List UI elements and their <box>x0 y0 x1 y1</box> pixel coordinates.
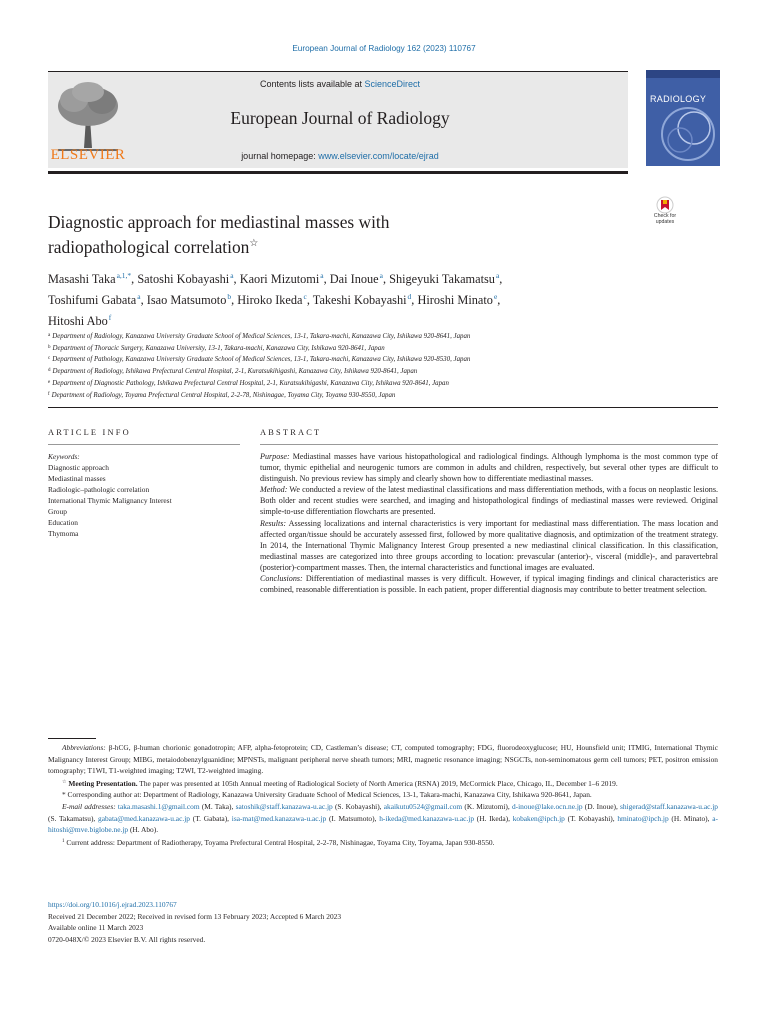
affiliation-item <box>48 331 718 343</box>
author <box>48 293 147 307</box>
author-affiliation-mark[interactable]: a,1,* <box>116 271 132 280</box>
author <box>330 272 389 286</box>
author-separator: , <box>233 272 240 286</box>
author-affiliation-mark[interactable]: b <box>227 292 232 301</box>
email-owner: (H. Minato), <box>668 813 713 823</box>
author-separator: , <box>499 272 503 286</box>
email-owner: (S. Kobayashi), <box>332 801 384 811</box>
keywords-block <box>48 451 240 539</box>
author-name[interactable]: Hiroko Ikeda <box>237 293 303 307</box>
email-owner: (K. Mizutomi), <box>462 801 512 811</box>
corresponding-note <box>48 789 718 801</box>
author-affiliation-mark[interactable]: a <box>320 271 324 280</box>
journal-cover-thumbnail[interactable] <box>646 70 720 166</box>
author-name[interactable]: Toshifumi Gabata <box>48 293 137 307</box>
email-link[interactable]: taka.masashi.1@gmail.com <box>117 801 200 811</box>
author-affiliation-mark[interactable]: e <box>493 292 498 301</box>
abbreviations-note <box>48 742 718 777</box>
affiliation-list <box>48 331 718 401</box>
author <box>137 272 239 286</box>
abstract-section-label: Conclusions: <box>260 574 303 584</box>
keyword-item: Radiologic–pathologic correlation <box>48 485 150 494</box>
author-affiliation-mark[interactable]: a <box>379 271 383 280</box>
affiliation-text: Department of Thoracic Surgery, Kanazawa University, 13-1, Takara-machi, Kanazawa City, Ishikawa 920-8641, Japan <box>52 344 385 352</box>
author-name[interactable]: Dai Inoue <box>329 272 379 286</box>
email-owner: (D. Inoue), <box>582 801 620 811</box>
homepage-link[interactable]: www.elsevier.com/locate/ejrad <box>318 151 439 161</box>
bookmark-icon <box>647 196 683 214</box>
author-separator: , <box>306 293 313 307</box>
email-note <box>48 801 718 836</box>
meeting-text: The paper was presented at 105th Annual meeting of Radiological Society of North America (RSNA) 2019, McCormick Place, Chicago, IL, December 1–6 2019. <box>137 778 618 788</box>
abstract-heading: ABSTRACT <box>260 428 322 437</box>
author-separator: , <box>497 293 501 307</box>
abstract-section-text: Assessing localizations and internal characteristics is very important for mediastinal mass differentiation. The mass location and affected organ/tissue should be accurately assessed first, followed by more qualitative diagnosis, and optimization of the treatment strategy. In 2014, the International Thymic Malignancy Interest Group presented a new mediastinal clinical classification. In this classification, mediastinal masses are categorized into three groups according to location: prevascular (anterior)-, visceral (middle)-, and paravertebral (posterior)-compartment masses. Then, the internal characteristics and functional images are evaluated. <box>260 518 718 572</box>
author <box>389 272 502 286</box>
affiliation-mark: b <box>48 344 51 350</box>
article-info-heading: ARTICLE INFO <box>48 428 131 437</box>
affiliation-mark: f <box>48 391 50 397</box>
current-address-note <box>48 836 718 849</box>
keyword-item: Group <box>48 507 67 516</box>
meeting-mark: ☆ <box>62 779 67 785</box>
affiliation-text: Department of Radiology, Ishikawa Prefectural Central Hospital, 2-1, Kuratsukihigashi, Kanazawa City, Ishikawa 920-8641, Japan <box>52 368 418 376</box>
homepage-prefix: journal homepage: <box>241 151 319 161</box>
email-owner: (T. Kobayashi), <box>564 813 618 823</box>
author-affiliation-mark[interactable]: f <box>108 313 112 322</box>
abstract-section-label: Purpose: <box>260 452 290 461</box>
abstract-section <box>260 573 718 595</box>
email-owner: (M. Taka), <box>199 801 236 811</box>
author-separator: , <box>231 293 238 307</box>
footnote-rule <box>48 738 96 739</box>
author-separator: , <box>382 272 390 286</box>
email-link[interactable]: akaikutu0524@gmail.com <box>383 801 463 811</box>
copyright-line: 0720-048X/© 2023 Elsevier B.V. All rights reserved. <box>48 934 206 944</box>
author-name[interactable]: Shigeyuki Takamatsu <box>389 272 495 286</box>
author-separator: , <box>323 272 330 286</box>
available-online: Available online 11 March 2023 <box>48 923 144 933</box>
cover-art-icon <box>646 70 720 166</box>
affiliation-item <box>48 343 718 355</box>
author-affiliation-mark[interactable]: d <box>407 292 412 301</box>
meeting-note <box>48 777 718 790</box>
abstract-section <box>260 484 718 517</box>
author-name[interactable]: Isao Matsumoto <box>146 293 227 307</box>
elsevier-logo[interactable] <box>48 78 128 168</box>
abstract-rule <box>260 444 718 445</box>
keywords-label: Keywords: <box>48 452 80 461</box>
author-name[interactable]: Satoshi Kobayashi <box>137 272 230 286</box>
author-affiliation-mark[interactable]: a <box>137 292 141 301</box>
affiliation-mark: d <box>48 368 51 374</box>
abbreviations-label: Abbreviations: <box>62 743 106 752</box>
email-link[interactable]: gabata@med.kanazawa-u.ac.jp <box>98 813 190 823</box>
abstract-section-label: Method: <box>260 485 288 495</box>
affiliation-mark: a <box>48 333 51 338</box>
author <box>313 293 418 307</box>
journal-title: European Journal of Radiology <box>230 108 450 128</box>
email-link[interactable]: satoshik@staff.kanazawa-u.ac.jp <box>235 801 333 811</box>
abstract-section-label: Results: <box>260 518 287 528</box>
keyword-item: Thymoma <box>48 529 79 538</box>
affiliation-text: Department of Radiology, Kanazawa University Graduate School of Medical Sciences, 13-1, Takara-machi, Kanazawa City, Ishikawa 920-8641, Japan <box>52 333 471 340</box>
current-mark: 1 <box>62 838 65 844</box>
abstract-section-text: We conducted a review of the latest mediastinal classifications and mass differentiation methods, with a focus on neoplastic lesions. Both older and recent studies were searched, and imaging and histopathological findings of mediastinal masses were reviewed. Original simple-to-use differentiation flowcharts are presented. <box>260 485 718 517</box>
affiliation-item <box>48 378 718 390</box>
corresponding-mark: * <box>62 790 66 800</box>
article-title-line-2-text: radiopathological correlation <box>48 237 250 257</box>
check-for-updates-label: Check for updates <box>653 213 677 225</box>
section-divider <box>48 407 718 408</box>
cover-title: RADIOLOGY <box>650 94 707 104</box>
keyword-item: Diagnostic approach <box>48 463 109 472</box>
email-link[interactable]: shigerad@staff.kanazawa-u.ac.jp <box>620 801 718 811</box>
received-dates: Received 21 December 2022; Received in revised form 13 February 2023; Accepted 6 March 2023 <box>48 911 342 921</box>
author <box>240 272 330 286</box>
meeting-label: Meeting Presentation. <box>68 778 138 788</box>
email-owner: (I. Matsumoto), <box>326 813 380 823</box>
author-name[interactable]: Kaori Mizutomi <box>239 272 320 286</box>
author <box>48 314 111 328</box>
email-owner: (H. Abo). <box>128 825 159 835</box>
abstract-section <box>260 451 718 484</box>
article-title <box>48 211 608 258</box>
author-separator: , <box>411 293 418 307</box>
elsevier-tree-icon <box>48 78 128 152</box>
author-affiliation-mark[interactable]: a <box>495 271 500 280</box>
author-separator: , <box>131 272 138 286</box>
abbreviations-text: β-hCG, β-human chorionic gonadotropin; AFP, alpha-fetoprotein; CD, Castleman’s disease; CT, computed tomography; FDG, fluorodeoxyglucose; HU, Hounsfield unit; ITMIG, International Thymic Malignancy Interest Group; MIBG, metaiodobenzylguanidine; MPNSTs, malignant peripheral nerve sheath tumors; MRI, magnetic resonance imaging; NSGCTs, non-seminomatous germ cell tumors; PET, positron emission tomography; T1WI, T1-weighted imaging; T2WI, T2-weighted imaging. <box>48 743 718 776</box>
abstract-section <box>260 518 718 573</box>
affiliation-item <box>48 390 718 402</box>
affiliation-item <box>48 366 718 378</box>
author-list <box>48 267 688 330</box>
author-name[interactable]: Hitoshi Abo <box>48 314 108 328</box>
email-link[interactable]: hminato@ipch.jp <box>617 813 669 823</box>
author <box>48 272 137 286</box>
affiliation-text: Department of Pathology, Kanazawa University Graduate School of Medical Sciences, 13-1, Takara-machi, Kanazawa City, Ishikawa 920-8530, Japan <box>52 356 471 364</box>
publication-info <box>48 899 718 945</box>
author-separator: , <box>140 293 147 307</box>
email-link[interactable]: d-inoue@lake.ocn.ne.jp <box>511 801 583 811</box>
email-label: E-mail addresses: <box>62 801 116 811</box>
journal-citation-link[interactable]: European Journal of Radiology 162 (2023) 110767 <box>292 44 476 53</box>
article-info-rule <box>48 444 240 445</box>
author-affiliation-mark[interactable]: c <box>303 292 307 301</box>
homepage-line <box>130 151 550 161</box>
check-for-updates-badge[interactable] <box>647 196 683 232</box>
author <box>147 293 238 307</box>
contents-line <box>130 79 550 89</box>
affiliation-text: Department of Diagnostic Pathology, Ishikawa Prefectural Central Hospital, 2-1, Kuratsukihigashi, Kanazawa City, Ishikawa 920-8641, Japan <box>52 379 449 387</box>
email-link[interactable]: isa-mat@med.kanazawa-u.ac.jp <box>231 813 327 823</box>
email-owner: (T. Gabata), <box>189 813 232 823</box>
author <box>237 293 313 307</box>
affiliation-mark: e <box>48 379 51 385</box>
keyword-item: Mediastinal masses <box>48 474 106 483</box>
author-name[interactable]: Takeshi Kobayashi <box>312 293 407 307</box>
elsevier-wordmark: ELSEVIER <box>50 147 126 163</box>
author <box>417 293 500 307</box>
affiliation-item <box>48 354 718 366</box>
article-title-line-2 <box>48 233 608 258</box>
keyword-item: International Thymic Malignancy Interest <box>48 496 172 505</box>
author-name[interactable]: Hiroshi Minato <box>417 293 493 307</box>
current-address-text: Current address: Department of Radiotherapy, Toyama Prefectural Central Hospital, 2-2-78, Nishinagae, Toyama City, Toyama, Japan 930-8550. <box>64 837 495 847</box>
footnotes <box>48 742 718 848</box>
email-link[interactable]: a-hitoshi@mve.biglobe.ne.jp <box>48 813 718 835</box>
contents-prefix: Contents lists available at <box>259 79 365 89</box>
doi-link[interactable]: https://doi.org/10.1016/j.ejrad.2023.110767 <box>48 900 177 909</box>
author-name[interactable]: Masashi Taka <box>48 272 116 286</box>
header-bottom-rule <box>48 171 628 174</box>
abstract-body <box>260 451 718 595</box>
affiliation-mark: c <box>48 356 51 362</box>
email-owner: (S. Takamatsu), <box>48 813 99 823</box>
sciencedirect-link[interactable]: ScienceDirect <box>364 79 421 89</box>
email-link[interactable]: kobaken@ipch.jp <box>512 813 565 823</box>
affiliation-text: Department of Radiology, Toyama Prefectural Central Hospital, 2-2-78, Nishinagae, Toyama City, Toyama 930-8550, Japan <box>51 391 396 399</box>
corresponding-text: Corresponding author at: Department of Radiology, Kanazawa University Graduate School of Medical Sciences, 13-1, Takara-machi, Kanazawa City, Ishikawa 920-8641, Japan. <box>65 790 592 800</box>
article-title-line-1: Diagnostic approach for mediastinal masses with <box>48 212 390 232</box>
abstract-section-text: Mediastinal masses have various histopathological and radiological findings. Although lymphoma is the most common type of tumor, thymic epithelial and neurogenic tumors are common in adults and children, respectively, but several other types are difficult to distinguish. No previous review has simply and clearly shown how to differentiate mediastinal masses. <box>260 452 718 484</box>
author-affiliation-mark[interactable]: a <box>230 271 234 280</box>
abstract-section-text: Differentiation of mediastinal masses is very difficult. However, if typical imaging findings and clinical characteristics are combined, reasonable differentiation is possible. In each patient, proper differential diagnosis may contribute to better treatment selection. <box>260 574 718 595</box>
keywords-list <box>48 462 240 539</box>
title-footnote-mark[interactable]: ☆ <box>249 238 259 249</box>
keyword-item: Education <box>48 518 78 527</box>
email-link[interactable]: h-ikeda@med.kanazawa-u.ac.jp <box>379 813 475 823</box>
email-owner: (H. Ikeda), <box>474 813 513 823</box>
